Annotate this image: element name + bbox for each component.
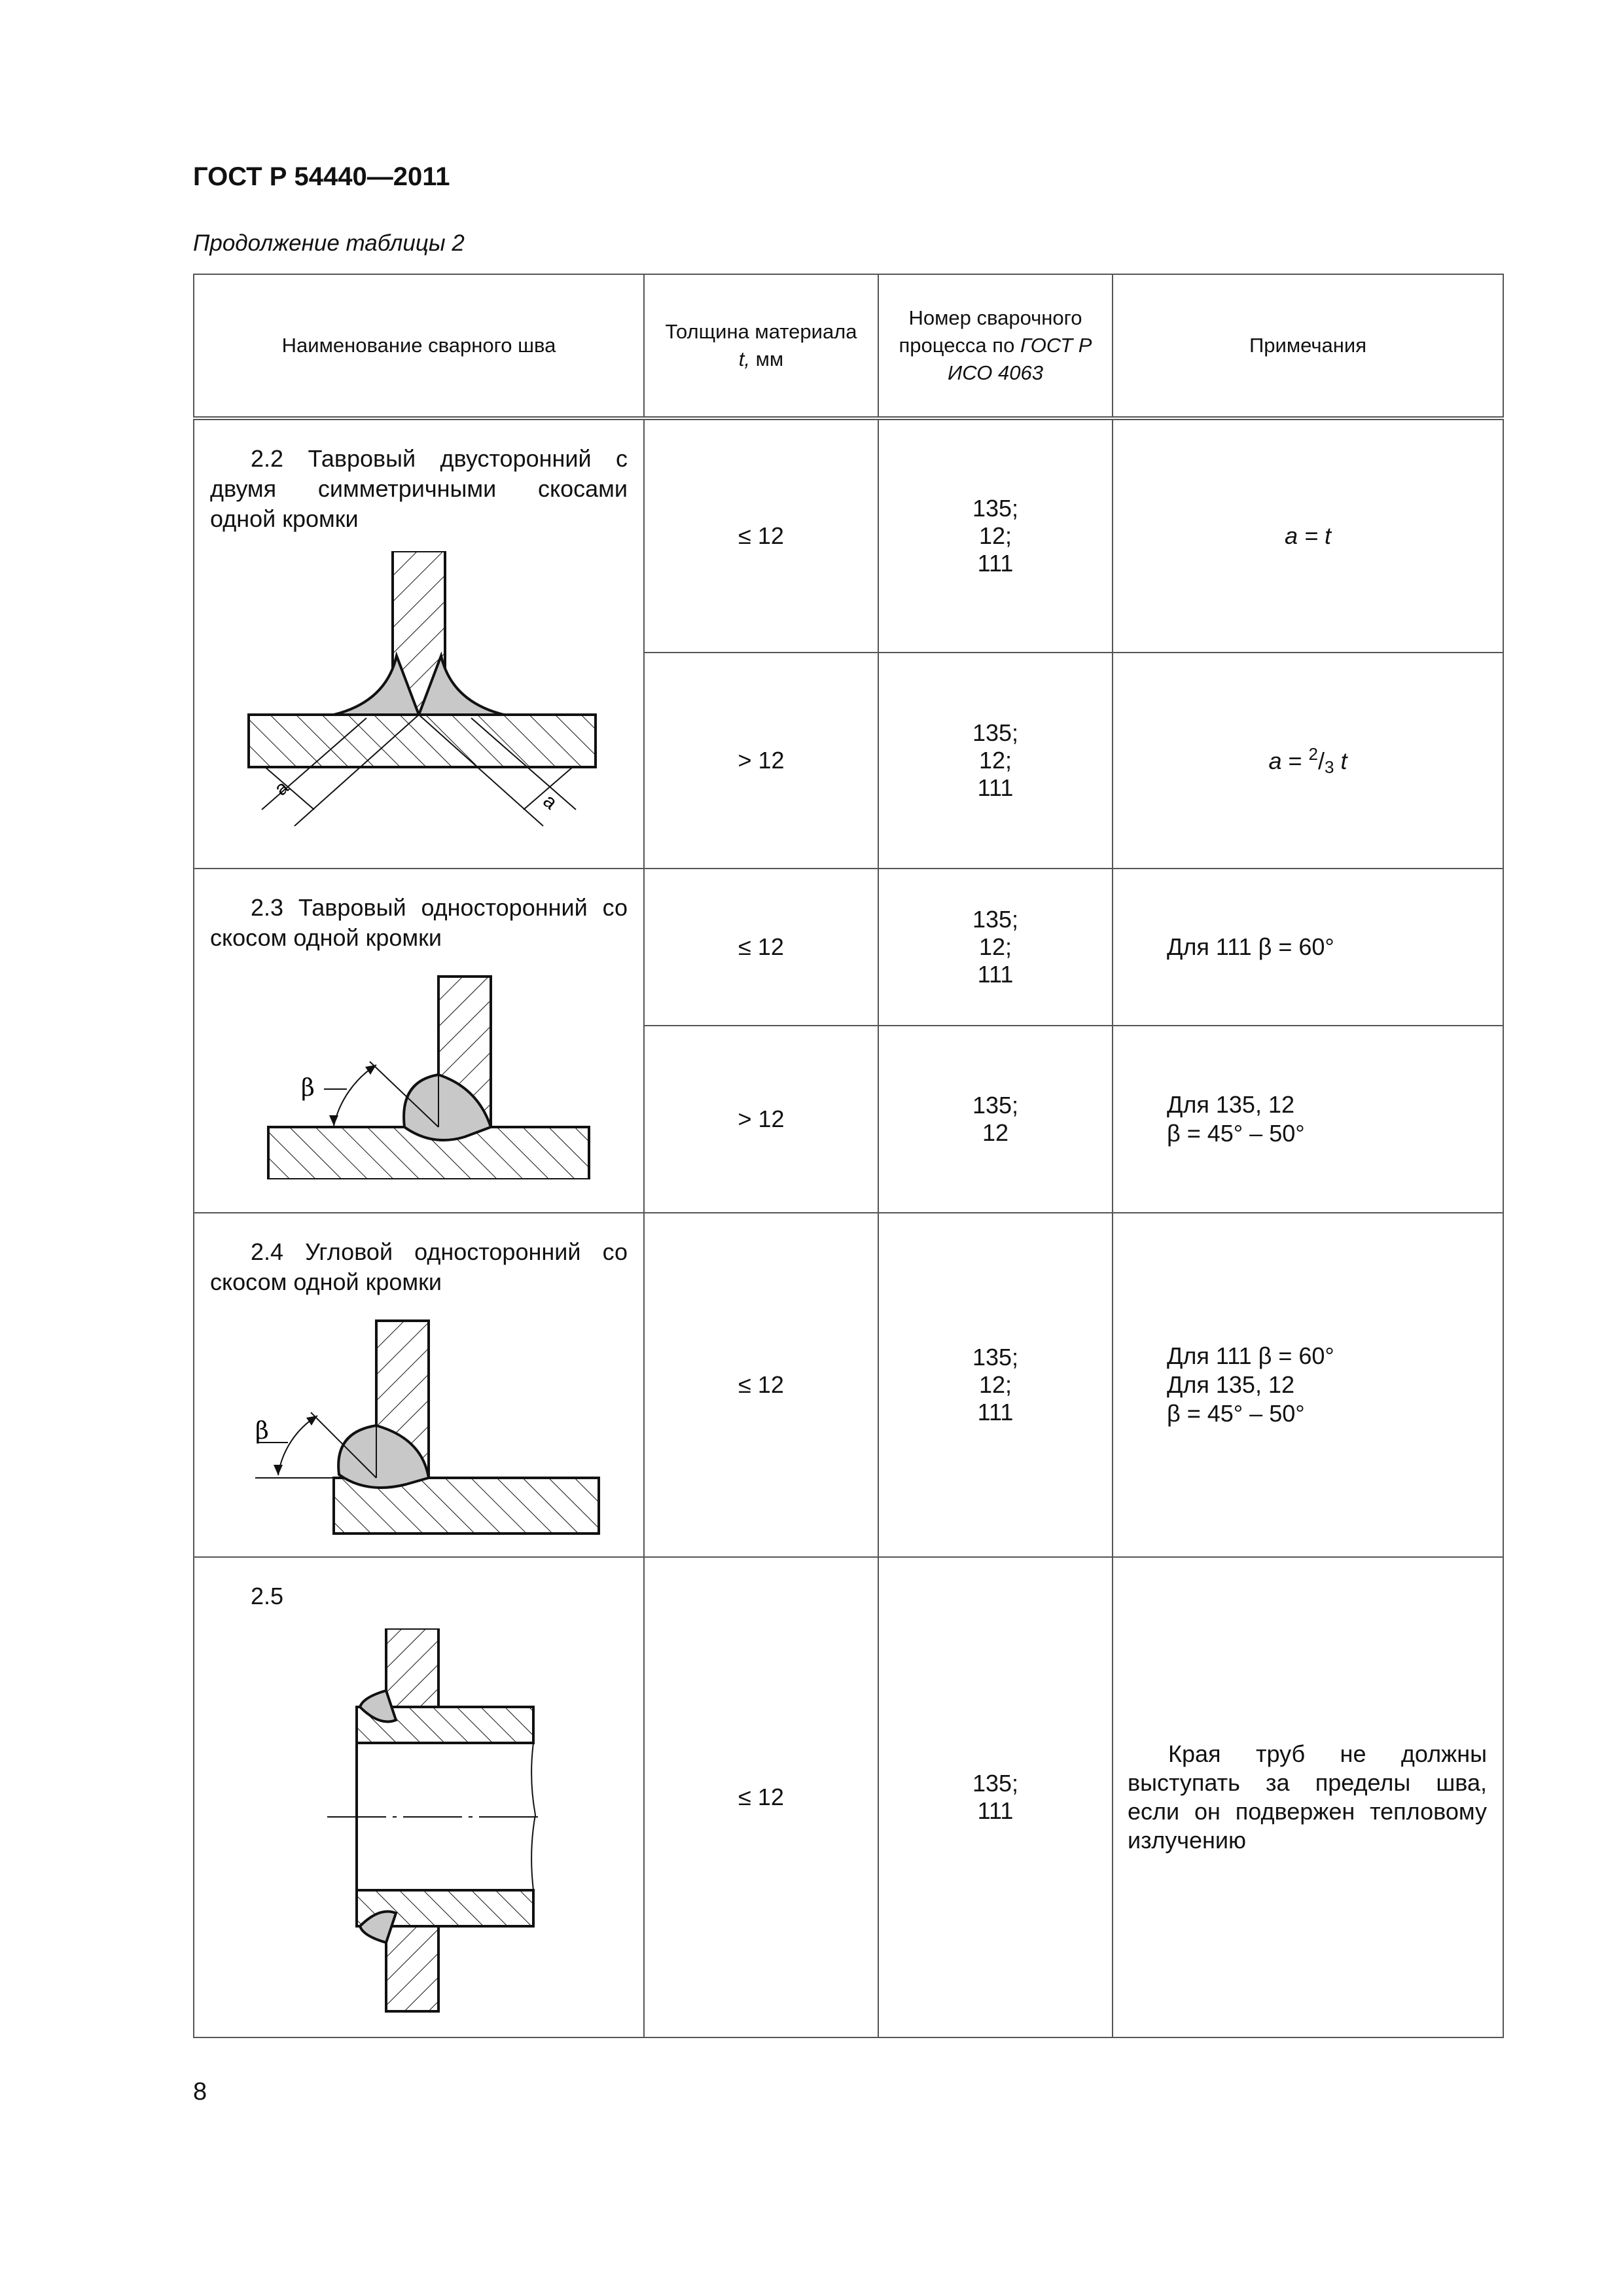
row-2-5-note: Края труб не должны выступать за пределы шва, если он подвержен тепловому излучению (1113, 1557, 1503, 2037)
fraction-denominator: 3 (1325, 757, 1334, 777)
row-2-2b-process: 135; 12; 111 (878, 653, 1113, 869)
row-2-3b-process: 135; 12 (878, 1026, 1113, 1213)
weld-sketch-2-3 (236, 970, 602, 1179)
column-header-process (878, 274, 1113, 418)
table-row (194, 869, 1503, 1026)
row-2-3b-note: Для 135, 12 β = 45° – 50° (1113, 1026, 1503, 1213)
row-2-2a-process: 135; 12; 111 (878, 418, 1113, 653)
process-header-std2: ИСО 4063 (948, 361, 1043, 384)
table-row (194, 1213, 1503, 1557)
thickness-header-label: Толщина материала (665, 320, 857, 343)
table-row (194, 418, 1503, 653)
dimension-label-right: a (539, 790, 562, 814)
row-2-2b-note: $a = ^2/_3$ t (1113, 653, 1503, 869)
process-header-std1: ГОСТ Р (1020, 334, 1092, 357)
thickness-symbol: t, (738, 348, 750, 370)
row-2-3-name-cell (194, 869, 644, 1213)
note-var-t: t (1340, 747, 1347, 774)
row-2-5-thickness: ≤ 12 (644, 1557, 878, 2037)
weld-sketch-2-2 (236, 551, 602, 833)
row-2-3-name: 2.3 Тавровый односторонний со скосом одной кромки (210, 894, 628, 951)
column-header-name: Наименование сварного шва (194, 274, 644, 418)
row-2-5-name: 2.5 (251, 1583, 284, 1609)
row-2-2a-note (1113, 418, 1503, 653)
weld-sketch-2-5 (281, 1628, 556, 2015)
page-number: 8 (193, 2078, 207, 2106)
row-2-3a-thickness: ≤ 12 (644, 869, 878, 1026)
row-2-5-name-cell (194, 1557, 644, 2037)
dimension-label-left: a (270, 776, 293, 800)
row-2-2b-thickness: > 12 (644, 653, 878, 869)
table-caption: Продолжение таблицы 2 (193, 230, 465, 256)
row-2-4-thickness: ≤ 12 (644, 1213, 878, 1557)
row-2-3a-process: 135; 12; 111 (878, 869, 1113, 1026)
row-2-4-note: Для 111 β = 60° Для 135, 12 β = 45° – 50° (1113, 1213, 1503, 1557)
row-2-2a-thickness: ≤ 12 (644, 418, 878, 653)
thickness-unit: мм (755, 348, 784, 370)
weld-sketch-2-4 (229, 1314, 609, 1537)
note-var-a: a (1284, 522, 1298, 549)
row-2-3b-thickness: > 12 (644, 1026, 878, 1213)
fraction-numerator: 2 (1308, 744, 1319, 764)
table-header-row (194, 274, 1503, 418)
row-2-4-name-cell (194, 1213, 644, 1557)
row-2-3a-note: Для 111 β = 60° (1113, 869, 1503, 1026)
column-header-thickness (644, 274, 878, 418)
row-2-2-name-cell (194, 418, 644, 869)
angle-label-beta: β (301, 1075, 315, 1102)
row-2-5-process: 135; 111 (878, 1557, 1113, 2037)
note-var-a: a (1268, 747, 1282, 774)
row-2-4-name: 2.4 Угловой односторонний со скосом одной кромки (210, 1238, 628, 1295)
row-2-4-process: 135; 12; 111 (878, 1213, 1113, 1557)
column-header-notes: Примечания (1113, 274, 1503, 418)
weld-table (193, 274, 1504, 2038)
note-eq-t: = t (1304, 522, 1332, 549)
document-number: ГОСТ Р 54440—2011 (193, 162, 450, 191)
row-2-2-name: 2.2 Тавровый двусторонний с двумя симметричными скосами одной кромки (210, 445, 628, 532)
table-row (194, 1557, 1503, 2037)
angle-label-beta: β (255, 1418, 269, 1444)
note-eq: = (1288, 747, 1302, 774)
process-header-line2: процесса по (899, 334, 1015, 357)
process-header-line1: Номер сварочного (908, 306, 1082, 329)
